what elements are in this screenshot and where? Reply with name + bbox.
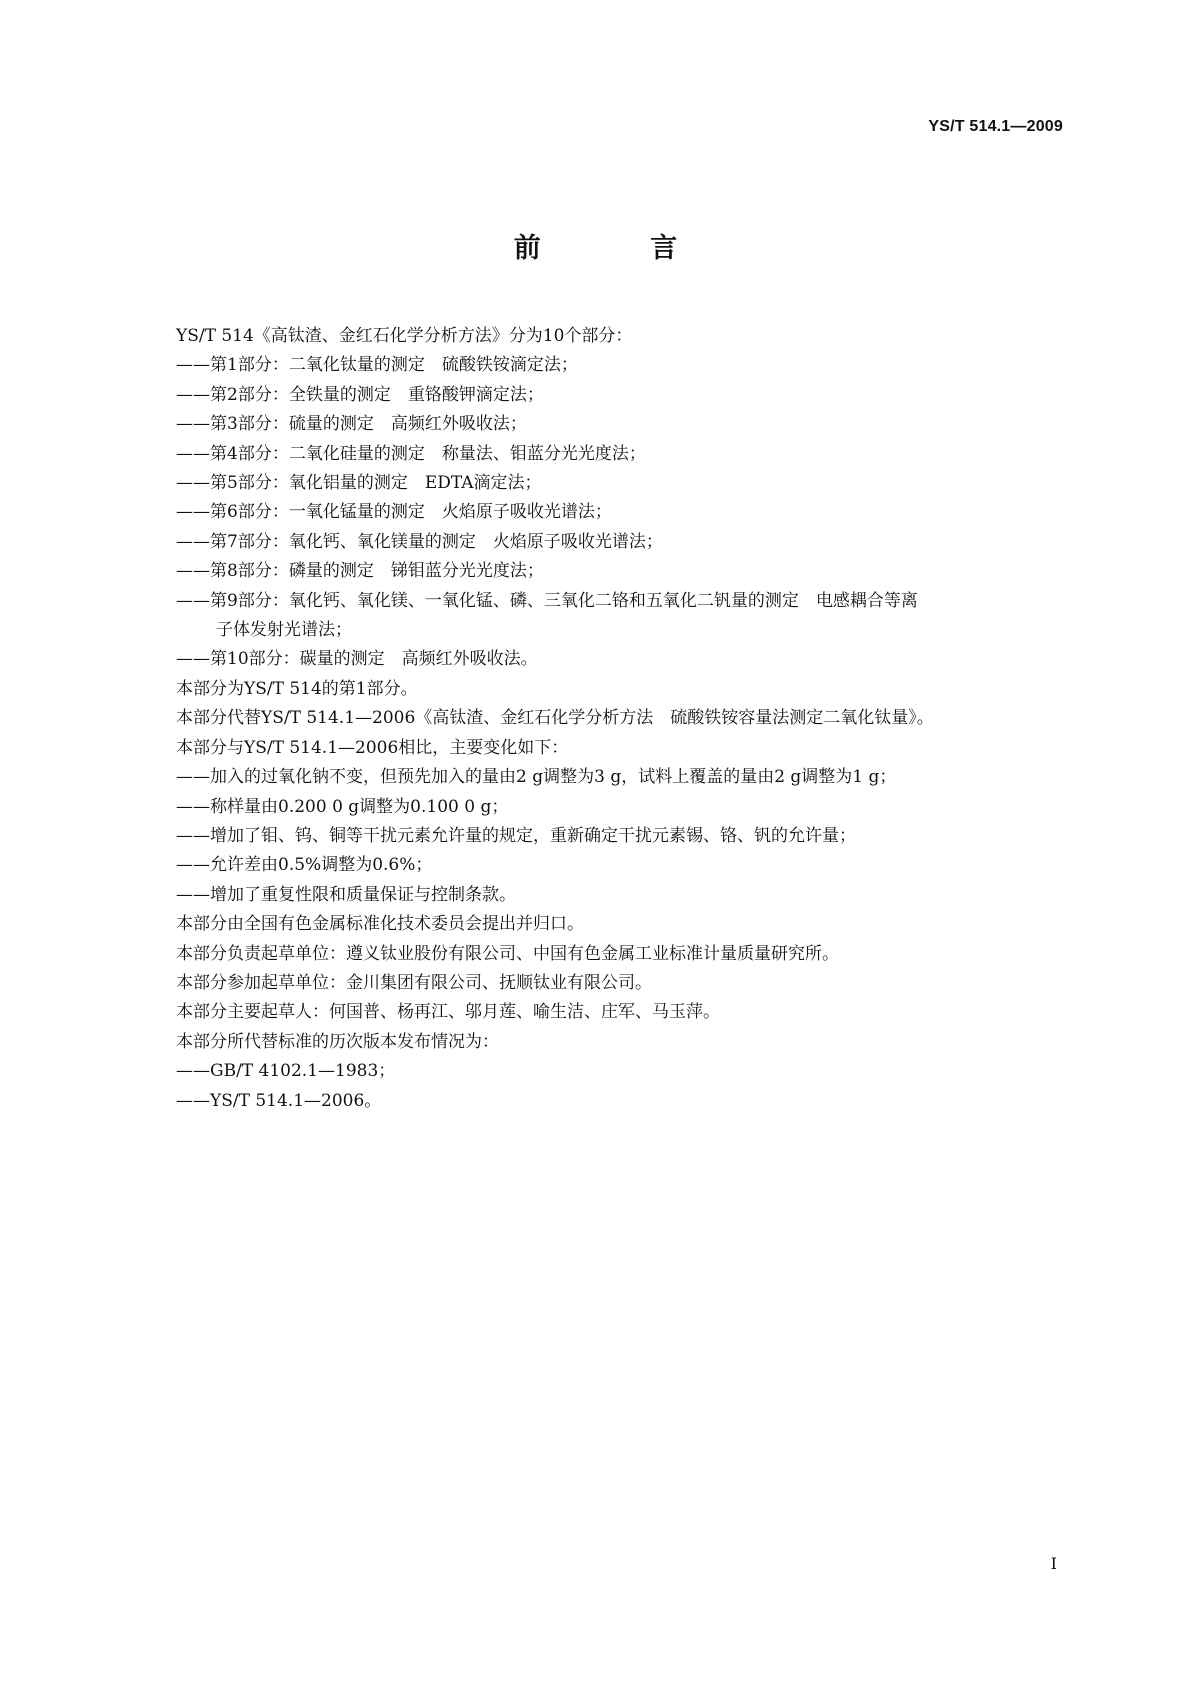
part-item-9-line-2: 子体发射光谱法； xyxy=(216,620,352,641)
part-item-7: ——第7部分：氧化钙、氧化镁量的测定 火焰原子吸收光谱法； xyxy=(176,531,663,552)
history-intro: 本部分所代替标准的历次版本发布情况为： xyxy=(176,1031,499,1052)
part-item-1: ——第1部分：二氧化钛量的测定 硫酸铁铵滴定法； xyxy=(176,355,578,376)
part-item-2: ——第2部分：全铁量的测定 重铬酸钾滴定法； xyxy=(176,384,544,405)
part-item-6: ——第6部分：一氧化锰量的测定 火焰原子吸收光谱法； xyxy=(176,502,612,523)
drafters-paragraph: 本部分主要起草人：何国普、杨再江、邬月莲、喻生洁、庄军、马玉萍。 xyxy=(176,1002,720,1023)
change-item-5: ——增加了重复性限和质量保证与控制条款。 xyxy=(176,884,516,905)
part-item-5: ——第5部分：氧化铝量的测定 EDTA滴定法； xyxy=(176,473,542,494)
drafting-unit-paragraph: 本部分负责起草单位：遵义钛业股份有限公司、中国有色金属工业标准计量质量研究所。 xyxy=(176,943,839,964)
part-item-3: ——第3部分：硫量的测定 高频红外吸收法； xyxy=(176,414,527,435)
change-item-2: ——称样量由0.200 0 g调整为0.100 0 g； xyxy=(176,796,509,817)
change-item-1: ——加入的过氧化钠不变，但预先加入的量由2 g调整为3 g，试料上覆盖的量由2 g调整为1 g； xyxy=(176,767,897,788)
participating-unit-paragraph: 本部分参加起草单位：金川集团有限公司、抚顺钛业有限公司。 xyxy=(176,972,652,993)
changes-intro: 本部分与YS/T 514.1—2006相比，主要变化如下： xyxy=(176,737,569,758)
page-number: I xyxy=(1050,1554,1057,1573)
replaces-paragraph: 本部分代替YS/T 514.1—2006《高钛渣、金红石化学分析方法 硫酸铁铵容量法测定二氧化钛量》。 xyxy=(176,708,934,729)
history-item-2: ——YS/T 514.1—2006。 xyxy=(176,1090,382,1111)
intro-paragraph: YS/T 514《高钛渣、金红石化学分析方法》分为10个部分： xyxy=(176,326,633,346)
history-item-1: ——GB/T 4102.1—1983； xyxy=(176,1061,396,1082)
this-part-paragraph: 本部分为YS/T 514的第1部分。 xyxy=(176,678,418,699)
part-item-9 xyxy=(136,587,1063,646)
foreword-body xyxy=(136,322,1063,1116)
page-title: 前 言 xyxy=(513,233,728,264)
part-item-10: ——第10部分：碳量的测定 高频红外吸收法。 xyxy=(176,649,538,670)
change-item-4: ——允许差由0.5%调整为0.6%； xyxy=(176,855,433,876)
change-item-3: ——增加了钼、钨、铜等干扰元素允许量的规定，重新确定干扰元素锡、铬、钒的允许量； xyxy=(176,825,856,846)
standard-code: YS/T 514.1—2009 xyxy=(928,118,1063,135)
proposed-by-paragraph: 本部分由全国有色金属标准化技术委员会提出并归口。 xyxy=(176,914,584,935)
part-item-9-line-1: ——第9部分：氧化钙、氧化镁、一氧化锰、磷、三氧化二铬和五氧化二钒量的测定 电感耦合等离 xyxy=(176,590,918,611)
part-item-8: ——第8部分：磷量的测定 锑钼蓝分光光度法； xyxy=(176,561,544,582)
part-item-4: ——第4部分：二氧化硅量的测定 称量法、钼蓝分光光度法； xyxy=(176,443,646,464)
